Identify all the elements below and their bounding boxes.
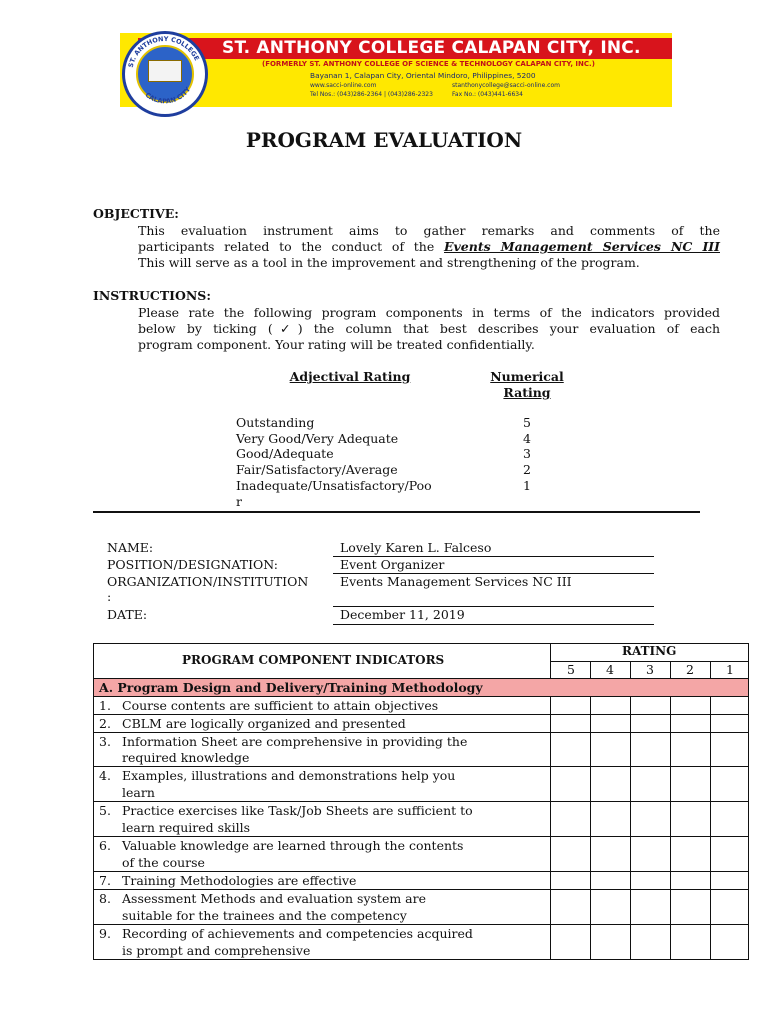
seal-ring-text: [122, 31, 208, 117]
scale-value-3: 3: [523, 446, 531, 461]
position-label: POSITION/DESIGNATION:: [107, 557, 278, 572]
instructions-text: [138, 305, 720, 353]
row-5-text: Practice exercises like Task/Job Sheets are sufficient to: [122, 803, 473, 818]
row-5-number: 5.: [99, 803, 111, 818]
rating-col-4: 4: [606, 662, 614, 677]
row-9-text-cont: is prompt and comprehensive: [122, 943, 311, 958]
position-value: Event Organizer: [340, 557, 445, 572]
row-9-text: Recording of achievements and competencies acquired: [122, 926, 473, 941]
section-a-title: A. Program Design and Delivery/Training Methodology: [99, 680, 483, 695]
organization-label-tail: :: [107, 589, 112, 604]
scale-label-fair: Fair/Satisfactory/Average: [236, 462, 398, 477]
row-8-text-cont: suitable for the trainees and the competency: [122, 908, 407, 923]
school-name: ST. ANTHONY COLLEGE CALAPAN CITY, INC.: [222, 38, 641, 58]
row-9-number: 9.: [99, 926, 111, 941]
name-value: Lovely Karen L. Falceso: [340, 540, 492, 555]
school-email: stanthonycollege@sacci-online.com: [452, 82, 560, 89]
instructions-line-3: program component. Your rating will be treated confidentially.: [138, 337, 535, 352]
row-3-number: 3.: [99, 734, 111, 749]
objective-line-2: [138, 239, 720, 255]
organization-label: ORGANIZATION/INSTITUTION: [107, 574, 309, 589]
school-address: Bayanan 1, Calapan City, Oriental Mindoro, Philippines, 5200: [310, 71, 536, 80]
instructions-line-2: below by ticking (✓) the column that best describes your evaluation of each: [138, 321, 720, 336]
instructions-label: INSTRUCTIONS:: [93, 288, 211, 303]
date-label: DATE:: [107, 607, 148, 622]
row-1-text: Course contents are sufficient to attain objectives: [122, 698, 439, 713]
row-7-number: 7.: [99, 873, 111, 888]
row-3-text: Information Sheet are comprehensive in providing the: [122, 734, 468, 749]
row-6-number: 6.: [99, 838, 111, 853]
date-value: December 11, 2019: [340, 607, 465, 622]
row-3-text-cont: required knowledge: [122, 750, 250, 765]
row-7-text: Training Methodologies are effective: [122, 873, 357, 888]
scale-divider: [93, 511, 700, 513]
row-8-text: Assessment Methods and evaluation system are: [122, 891, 426, 906]
objective-line-1: This evaluation instrument aims to gather remarks and comments of the: [138, 223, 720, 238]
scale-value-2: 2: [523, 462, 531, 477]
svg-text:ST. ANTHONY COLLEGE: ST. ANTHONY COLLEGE: [126, 34, 201, 69]
instructions-line-1: Please rate the following program components in terms of the indicators provided: [138, 305, 720, 320]
school-former-name: (FORMERLY ST. ANTHONY COLLEGE OF SCIENCE & TECHNOLOGY CALAPAN CITY, INC.): [262, 60, 595, 68]
program-name: Events Management Services NC III: [444, 239, 720, 254]
adjectival-rating-header: Adjectival Rating: [289, 369, 411, 384]
row-4-text-cont: learn: [122, 785, 155, 800]
rating-header: RATING: [622, 644, 677, 658]
school-fax: Fax No.: (043)441-6634: [452, 91, 523, 98]
objective-line-3: This will serve as a tool in the improvement and strengthening of the program.: [138, 255, 640, 270]
scale-value-4: 4: [523, 431, 531, 446]
rating-col-5: 5: [567, 662, 575, 677]
school-tel: Tel Nos.: (043)286-2364 | (043)286-2323: [310, 91, 433, 98]
scale-value-5: 5: [523, 415, 531, 430]
scale-label-very-good: Very Good/Very Adequate: [236, 431, 399, 446]
rating-col-1: 1: [726, 662, 734, 677]
organization-value: Events Management Services NC III: [340, 574, 572, 589]
rating-col-2: 2: [686, 662, 694, 677]
scale-value-1: 1: [523, 478, 531, 493]
objective-text: [138, 223, 720, 271]
objective-label: OBJECTIVE:: [93, 206, 179, 221]
rating-col-3: 3: [646, 662, 654, 677]
row-2-number: 2.: [99, 716, 111, 731]
scale-label-good: Good/Adequate: [236, 446, 334, 461]
row-1-number: 1.: [99, 698, 111, 713]
indicators-header: PROGRAM COMPONENT INDICATORS: [182, 653, 445, 667]
row-2-text: CBLM are logically organized and presented: [122, 716, 406, 731]
row-4-number: 4.: [99, 768, 111, 783]
row-8-number: 8.: [99, 891, 111, 906]
scale-label-wrap-tail: r: [236, 494, 242, 509]
row-6-text-cont: of the course: [122, 855, 205, 870]
school-website: www.sacci-online.com: [310, 82, 377, 89]
numerical-rating-header-1: Numerical: [490, 369, 564, 384]
objective-line-2-prefix: participants related to the conduct of the: [138, 239, 435, 254]
page-title: PROGRAM EVALUATION: [245, 128, 523, 152]
row-6-text: Valuable knowledge are learned through the contents: [122, 838, 464, 853]
name-label: NAME:: [107, 540, 154, 555]
scale-label-inadequate: Inadequate/Unsatisfactory/Poo: [236, 478, 432, 493]
numerical-rating-header-2: Rating: [503, 385, 551, 400]
svg-text:CALAPAN CITY: CALAPAN CITY: [143, 85, 193, 106]
evaluation-table: [93, 643, 749, 960]
row-5-text-cont: learn required skills: [122, 820, 251, 835]
scale-label-outstanding: Outstanding: [236, 415, 315, 430]
date-underline: [333, 624, 654, 625]
row-4-text: Examples, illustrations and demonstrations help you: [122, 768, 456, 783]
